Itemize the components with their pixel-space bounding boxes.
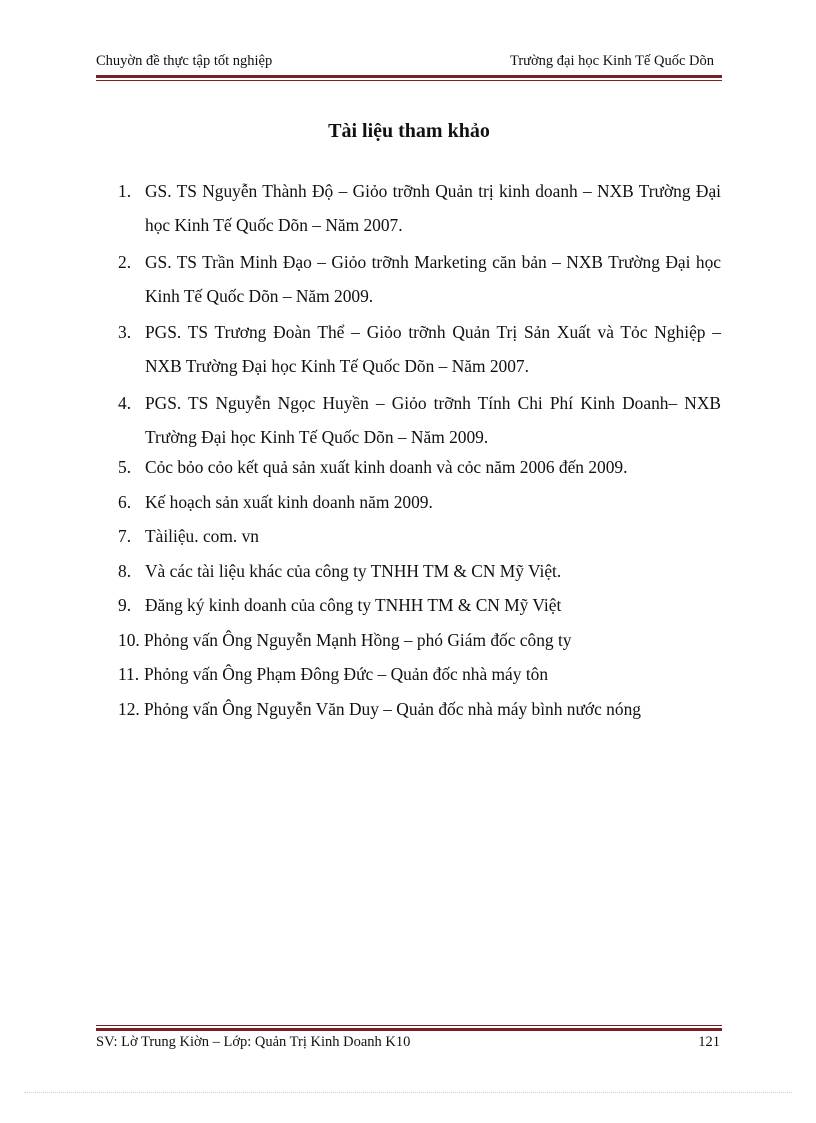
reference-item — [118, 456, 721, 479]
header-right-text: Trường đại học Kinh Tế Quốc Dõn — [509, 53, 714, 69]
reference-text: Tàiliệu. com. vn — [145, 526, 259, 546]
reference-item — [118, 594, 721, 617]
page-title: Tài liệu tham khảo — [328, 120, 490, 142]
reference-item — [118, 698, 721, 721]
reference-item — [118, 629, 721, 652]
reference-item — [118, 174, 721, 242]
reference-text: PGS. TS Nguyễn Ngọc Huyền – Giỏo trỡnh Tính Chi Phí Kinh Doanh– NXB Trường Đại học Kinh Tế Quốc Dõn – Năm 2009. — [145, 392, 721, 447]
reference-item — [118, 525, 721, 548]
header-rule-thin — [96, 80, 722, 81]
reference-item — [118, 245, 721, 313]
footer-rule-thick — [96, 1028, 722, 1031]
reference-item — [118, 663, 721, 686]
reference-text: GS. TS Nguyễn Thành Độ – Giỏo trỡnh Quản trị kinh doanh – NXB Trường Đại học Kinh Tế Quốc Dõn – Năm 2007. — [145, 181, 721, 235]
page-number: 121 — [698, 1034, 720, 1050]
reference-text: Và các tài liệu khác của công ty TNHH TM & CN Mỹ Việt. — [145, 560, 562, 581]
reference-number: 11. — [118, 664, 140, 684]
reference-text: GS. TS Trần Minh Đạo – Giỏo trỡnh Marketing căn bản – NXB Trường Đại học Kinh Tế Quốc Dõn – Năm 2009. — [145, 251, 721, 306]
reference-text: Đăng ký kinh doanh của công ty TNHH TM & CN Mỹ Việt — [145, 595, 562, 615]
reference-text: Phỏng vấn Ông Nguyễn Mạnh Hồng – phó Giám đốc công ty — [144, 629, 572, 650]
header-rule-thick — [96, 75, 722, 78]
reference-number: 9. — [118, 595, 132, 615]
footer-student-info: SV: Lờ Trung Kiờn – Lớp: Quản Trị Kinh Doanh K10 — [96, 1034, 411, 1050]
reference-list — [118, 174, 721, 732]
header-left-text: Chuyờn đề thực tập tốt nghiệp — [96, 53, 273, 69]
reference-number: 3. — [118, 322, 132, 342]
reference-item — [118, 315, 721, 383]
reference-item — [118, 386, 721, 454]
reference-number: 10. — [118, 629, 140, 650]
reference-text: Phỏng vấn Ông Phạm Đông Đức – Quản đốc nhà máy tôn — [144, 664, 549, 684]
reference-number: 7. — [118, 526, 132, 546]
reference-number: 8. — [118, 560, 132, 581]
reference-text: Cỏc bỏo cỏo kết quả sản xuất kinh doanh và cỏc năm 2006 đến 2009. — [145, 457, 628, 477]
reference-item — [118, 491, 721, 514]
reference-number: 12. — [118, 698, 140, 719]
page-header — [96, 53, 720, 75]
reference-number: 6. — [118, 491, 132, 512]
reference-number: 2. — [118, 251, 132, 272]
reference-text: PGS. TS Trương Đoàn Thể – Giỏo trỡnh Quản Trị Sản Xuất và Tỏc Nghiệp – NXB Trường Đại học Kinh Tế Quốc Dõn – Năm 2007. — [145, 322, 721, 376]
reference-number: 4. — [118, 392, 132, 413]
reference-item — [118, 560, 721, 583]
reference-text: Phỏng vấn Ông Nguyễn Văn Duy – Quản đốc nhà máy bình nước nóng — [144, 698, 641, 719]
footer-rule-thin — [96, 1025, 722, 1026]
reference-number: 5. — [118, 457, 132, 477]
reference-text: Kế hoạch sản xuất kinh doanh năm 2009. — [145, 491, 433, 512]
page-edge-divider — [24, 1092, 792, 1093]
reference-number: 1. — [118, 181, 132, 201]
